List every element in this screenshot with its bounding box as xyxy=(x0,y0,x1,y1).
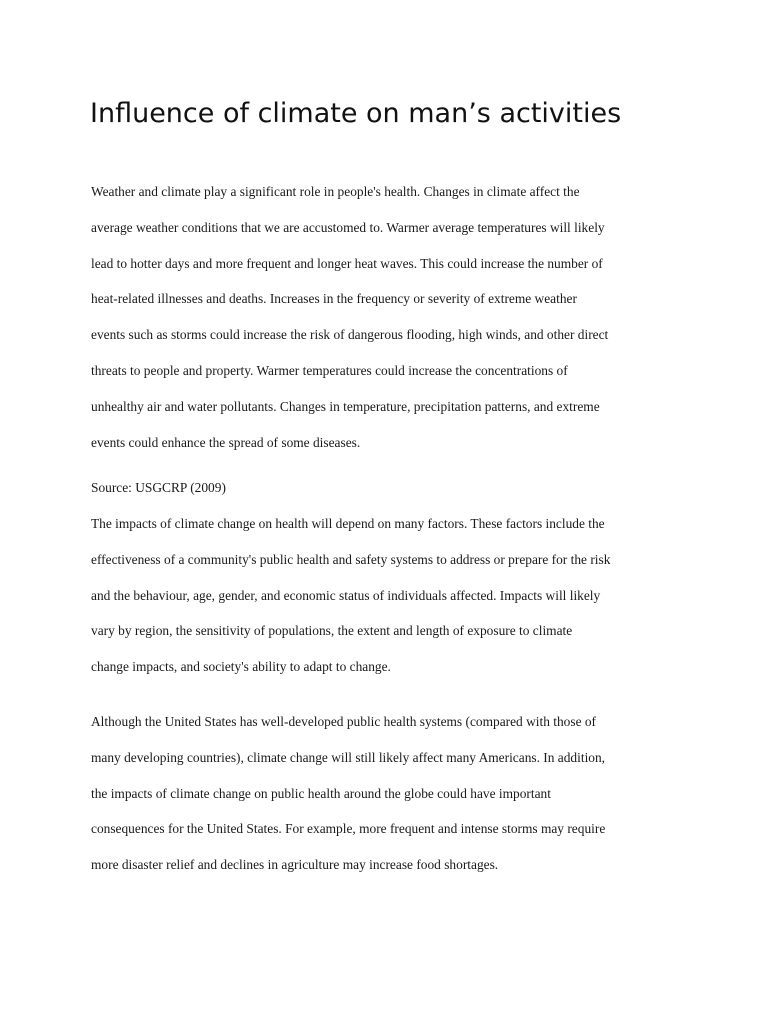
text-line: the impacts of climate change on public health around the globe could have important xyxy=(91,785,551,801)
text-line: average weather conditions that we are accustomed to. Warmer average temperatures will likely xyxy=(91,219,605,235)
text-line: many developing countries), climate change will still likely affect many Americans. In addition, xyxy=(91,749,606,765)
text-line: Although the United States has well-developed public health systems (compared with those of xyxy=(91,714,597,729)
text-line: events such as storms could increase the risk of dangerous flooding, high winds, and other direct xyxy=(91,327,609,343)
paragraph-health-weather xyxy=(91,174,691,460)
text-line: Weather and climate play a significant role in people's health. Changes in climate affect the xyxy=(91,184,580,199)
text-line: effectiveness of a community's public health and safety systems to address or prepare for the risk xyxy=(91,551,611,567)
text-line: events could enhance the spread of some diseases. xyxy=(91,434,361,450)
text-line: threats to people and property. Warmer temperatures could increase the concentrations of xyxy=(91,362,568,378)
paragraph-impacts-factors xyxy=(91,506,691,685)
text-line: lead to hotter days and more frequent and longer heat waves. This could increase the number of xyxy=(91,255,603,271)
text-line: and the behaviour, age, gender, and economic status of individuals affected. Impacts will likely xyxy=(91,587,601,603)
text-line: heat-related illnesses and deaths. Increases in the frequency or severity of extreme weather xyxy=(91,291,577,307)
text-line: consequences for the United States. For example, more frequent and intense storms may require xyxy=(91,821,606,837)
source-citation: Source: USGCRP (2009) xyxy=(91,480,226,495)
text-line: change impacts, and society's ability to adapt to change. xyxy=(91,659,391,675)
text-line: vary by region, the sensitivity of populations, the extent and length of exposure to climate xyxy=(91,623,573,639)
paragraph-united-states xyxy=(91,704,691,883)
text-line: unhealthy air and water pollutants. Changes in temperature, precipitation patterns, and extreme xyxy=(91,398,600,414)
document-title: Influence of climate on man’s activities xyxy=(90,98,622,129)
text-line: more disaster relief and declines in agriculture may increase food shortages. xyxy=(91,857,499,873)
text-line: The impacts of climate change on health will depend on many factors. These factors include the xyxy=(91,516,605,531)
